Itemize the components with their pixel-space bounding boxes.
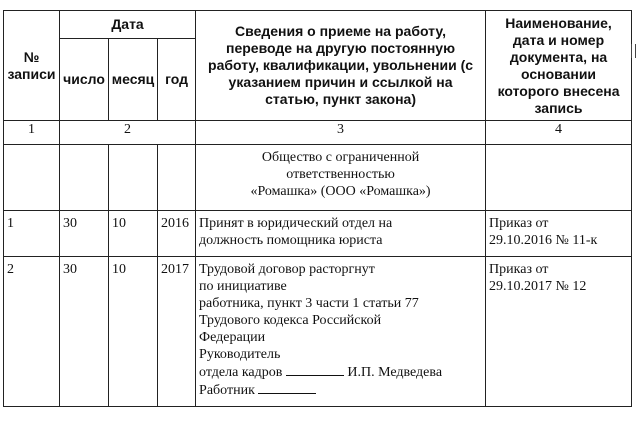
- record-1-info-line-1: Принят в юридический отдел на: [199, 216, 393, 231]
- column-number-4: 4: [486, 121, 632, 145]
- org-cell-year: [158, 145, 196, 211]
- record-2-info-line-4: Трудового кодекса Российской: [199, 313, 382, 328]
- column-number-3: 3: [196, 121, 486, 145]
- org-line-3: «Ромашка» (ООО «Ромашка»): [250, 184, 431, 199]
- column-number-row: [4, 121, 632, 145]
- record-row-1: [4, 211, 632, 257]
- record-1-document: [486, 211, 632, 257]
- header-date: Дата: [60, 11, 196, 39]
- head-signature-line: [199, 363, 482, 381]
- record-1-doc-line-2: 29.10.2016 № 11-к: [489, 233, 598, 248]
- header-record-no-sign: №: [23, 48, 40, 65]
- column-number-1: 1: [4, 121, 60, 145]
- work-record-table: [3, 10, 632, 407]
- head-signature-blank: [286, 363, 344, 376]
- record-2-info-line-5: Федерации: [199, 330, 266, 345]
- record-2-day: 30: [60, 257, 109, 407]
- organization-name: [196, 145, 486, 211]
- column-number-2: 2: [60, 121, 196, 145]
- record-1-info: [196, 211, 486, 257]
- worker-signature-label: Работник: [199, 383, 255, 398]
- org-cell-doc: [486, 145, 632, 211]
- header-record-no: [4, 11, 60, 121]
- record-1-doc-line-1: Приказ от: [489, 216, 549, 231]
- record-2-no: 2: [4, 257, 60, 407]
- header-record-no-word: записи: [7, 65, 56, 82]
- org-cell-day: [60, 145, 109, 211]
- organization-row: [4, 145, 632, 211]
- record-1-year: 2016: [158, 211, 196, 257]
- record-2-doc-line-2: 29.10.2017 № 12: [489, 279, 587, 294]
- worker-signature-blank: [258, 381, 316, 394]
- record-1-month: 10: [109, 211, 158, 257]
- org-cell-month: [109, 145, 158, 211]
- record-2-info: [196, 257, 486, 407]
- header-info: Сведения о приеме на работу, переводе на другую постоянную работу, квалификации, увольнении (с указанием причин и ссылкой на статью, пункт закона): [196, 11, 486, 121]
- header-row-top: [4, 11, 632, 39]
- org-cell-no: [4, 145, 60, 211]
- record-2-year: 2017: [158, 257, 196, 407]
- record-2-info-line-3: работника, пункт 3 части 1 статьи 77: [199, 296, 419, 311]
- header-document: Наименование, дата и номер документа, на основании которого внесена запись: [486, 11, 632, 121]
- record-2-document: [486, 257, 632, 407]
- record-2-doc-line-1: Приказ от: [489, 262, 549, 277]
- record-row-2: [4, 257, 632, 407]
- record-2-month: 10: [109, 257, 158, 407]
- org-line-1: Общество с ограниченной: [261, 150, 420, 165]
- org-line-2: ответственностью: [286, 167, 395, 182]
- record-2-info-line-2: по инициативе: [199, 279, 287, 294]
- page-edge-mark: [631, 44, 636, 58]
- record-1-day: 30: [60, 211, 109, 257]
- header-day: число: [60, 39, 109, 121]
- head-signature-label: отдела кадров: [199, 365, 283, 380]
- head-signature-name: И.П. Медведева: [347, 365, 443, 380]
- record-2-info-line-6: Руководитель: [199, 347, 281, 362]
- header-year: год: [158, 39, 196, 121]
- worker-signature-line: [199, 381, 482, 399]
- header-month: месяц: [109, 39, 158, 121]
- record-1-no: 1: [4, 211, 60, 257]
- record-2-info-line-1: Трудовой договор расторгнут: [199, 262, 375, 277]
- record-1-info-line-2: должность помощника юриста: [199, 233, 383, 248]
